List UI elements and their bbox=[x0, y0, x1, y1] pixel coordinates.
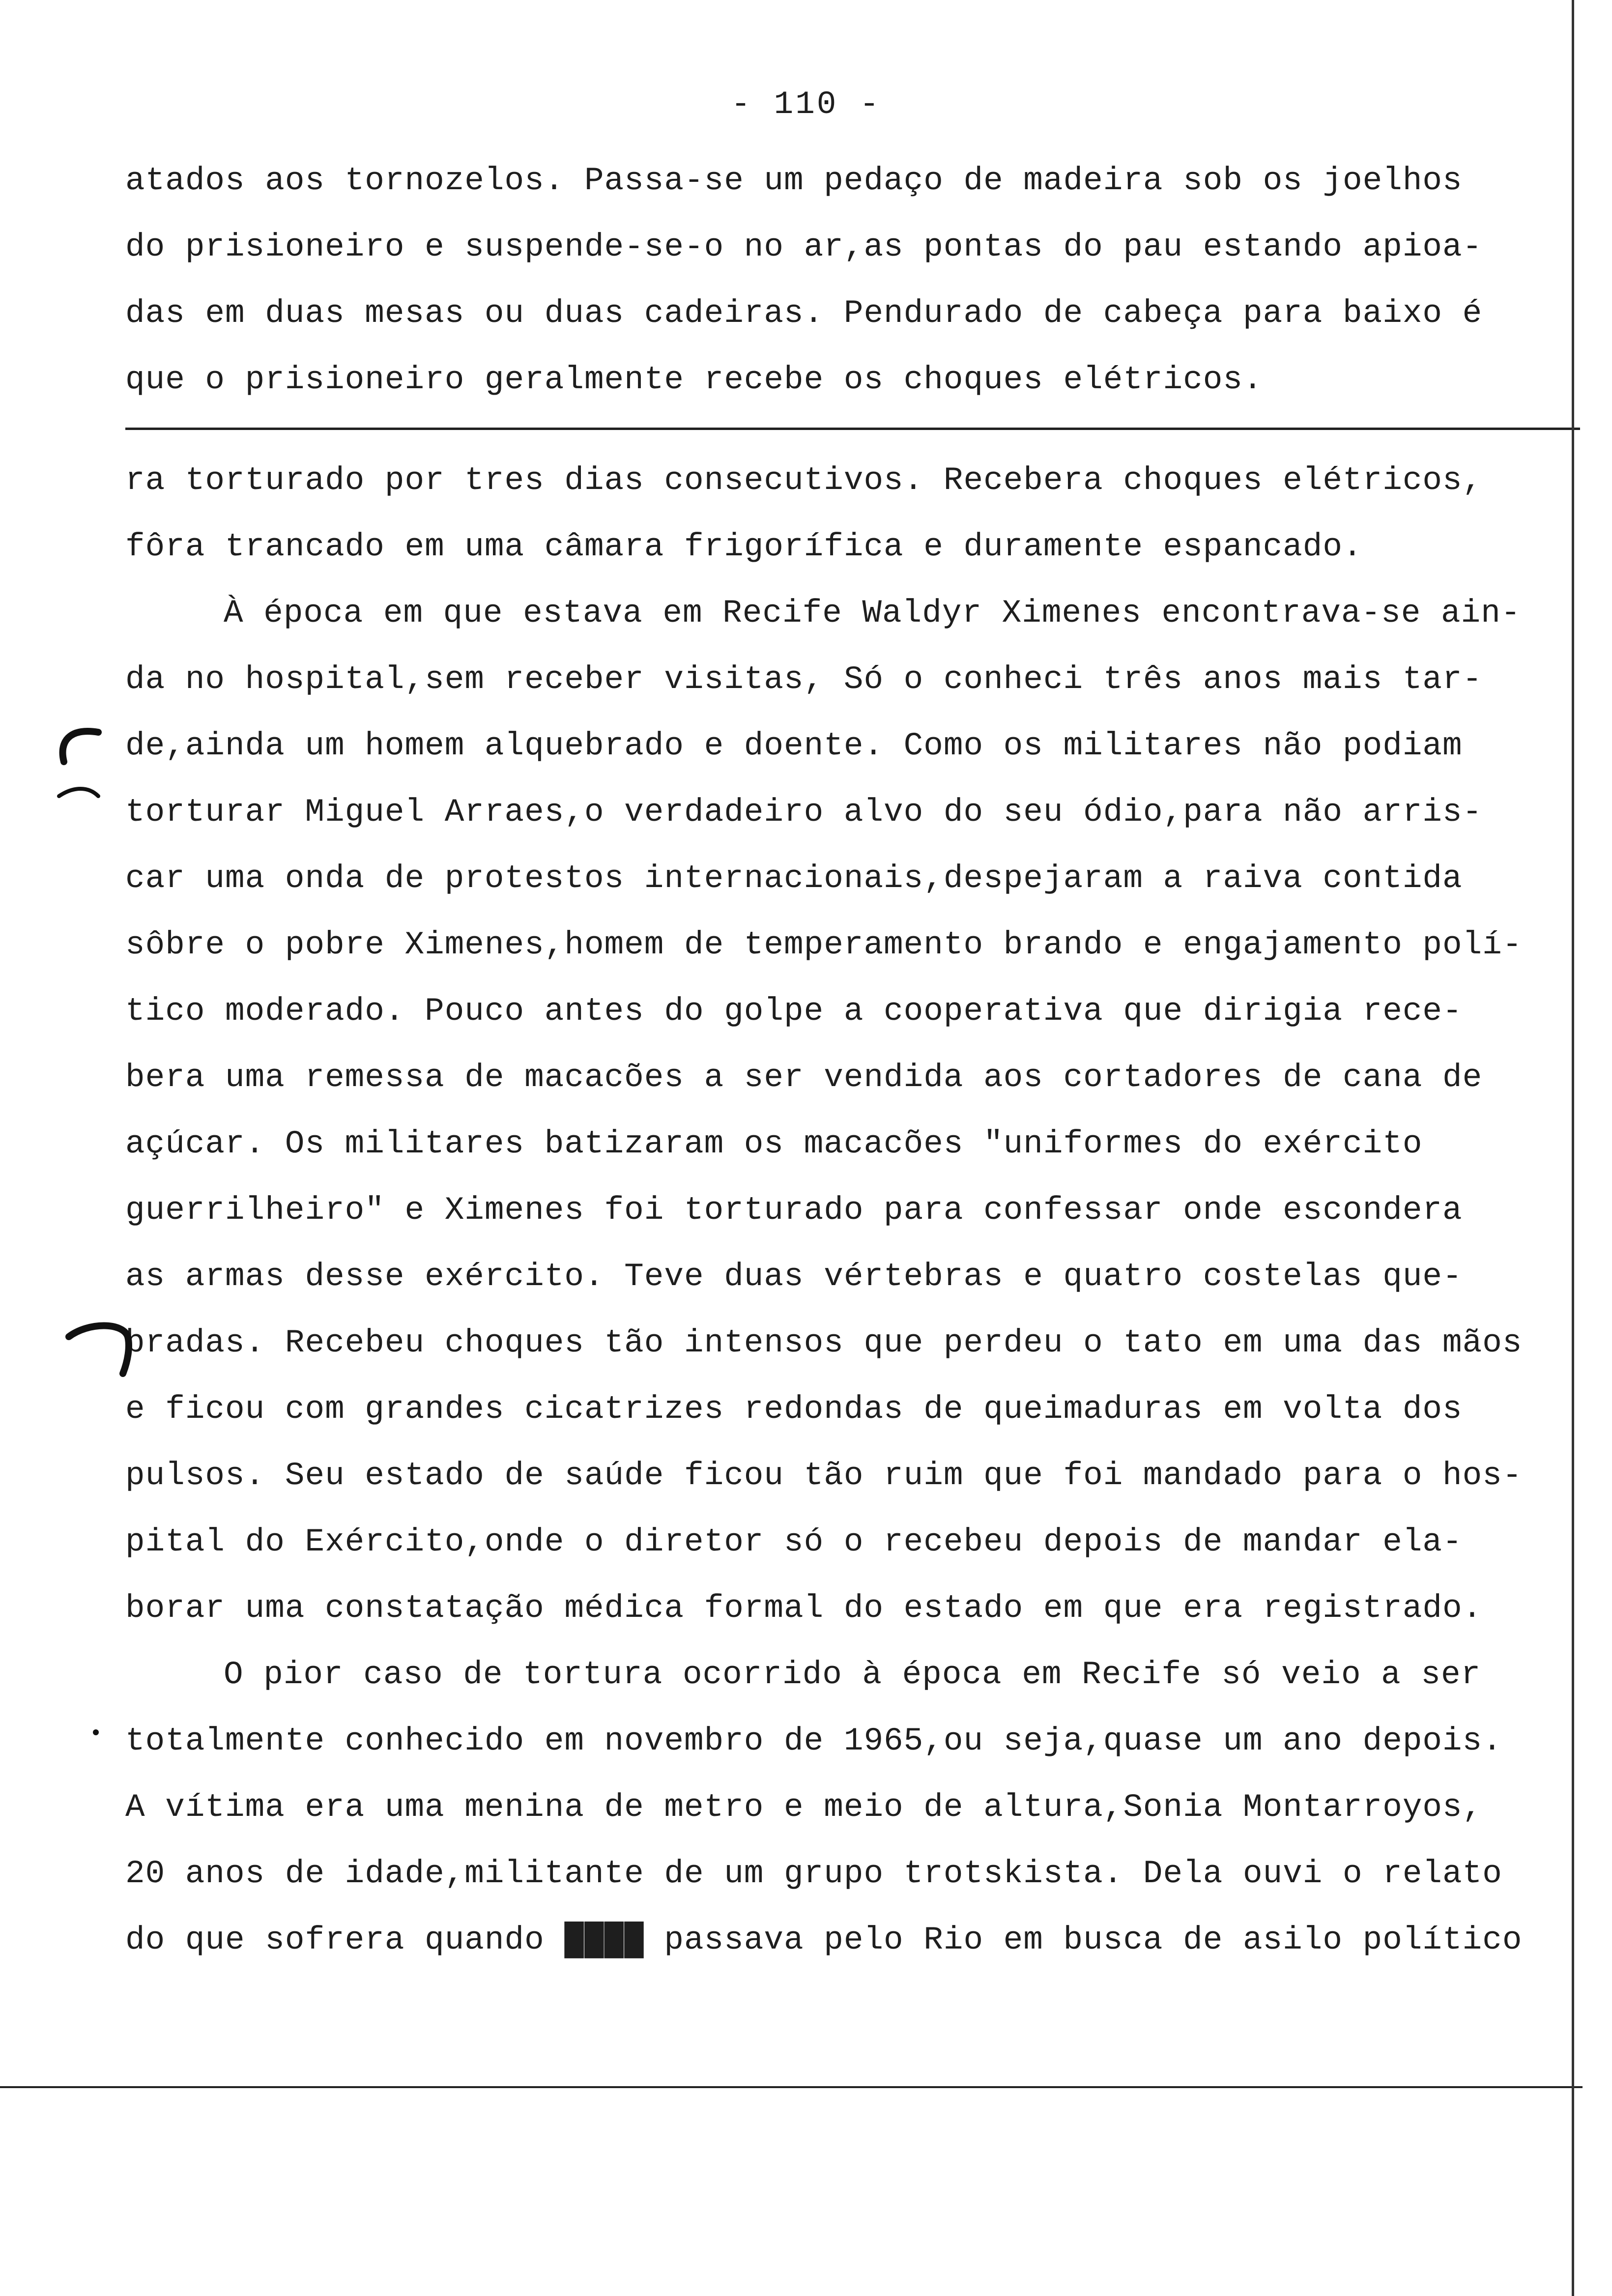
text-line: torturar Miguel Arraes,o verdadeiro alvo do seu ódio,para não arris- bbox=[125, 794, 1483, 831]
text-line: que o prisioneiro geralmente recebe os choques elétricos. bbox=[125, 361, 1263, 398]
text-line: de,ainda um homem alquebrado e doente. Como os militares não podiam bbox=[125, 727, 1463, 764]
text-line: açúcar. Os militares batizaram os macacões "uniformes do exército bbox=[125, 1125, 1423, 1162]
text-line: atados aos tornozelos. Passa-se um pedaço de madeira sob os joelhos bbox=[125, 162, 1463, 199]
text-line: fôra trancado em uma câmara frigorífica e duramente espancado. bbox=[125, 528, 1363, 565]
text-line: O pior caso de tortura ocorrido à época em Recife só veio a ser bbox=[224, 1656, 1481, 1693]
text-line: ra torturado por tres dias consecutivos. Recebera choques elétricos, bbox=[125, 462, 1483, 499]
horizontal-rule bbox=[125, 428, 1580, 430]
text-line: guerrilheiro" e Ximenes foi torturado para confessar onde escondera bbox=[125, 1192, 1463, 1229]
top-paragraph bbox=[125, 147, 1560, 413]
text-line: A vítima era uma menina de metro e meio de altura,Sonia Montarroyos, bbox=[125, 1789, 1483, 1826]
main-text bbox=[125, 447, 1560, 1973]
right-margin-line bbox=[1572, 0, 1574, 2296]
text-line: car uma onda de protestos internacionais,despejaram a raiva contida bbox=[125, 860, 1463, 897]
text-line: do que sofrera quando ████ passava pelo Rio em busca de asilo político bbox=[125, 1922, 1523, 1958]
text-line: sôbre o pobre Ximenes,homem de temperamento brando e engajamento polí- bbox=[125, 926, 1523, 963]
page-number: - 110 - bbox=[731, 86, 881, 123]
text-line: bera uma remessa de macacões a ser vendida aos cortadores de cana de bbox=[125, 1059, 1483, 1096]
text-line: tico moderado. Pouco antes do golpe a cooperativa que dirigia rece- bbox=[125, 993, 1463, 1030]
text-line: das em duas mesas ou duas cadeiras. Pendurado de cabeça para baixo é bbox=[125, 295, 1483, 332]
text-line: e ficou com grandes cicatrizes redondas de queimaduras em volta dos bbox=[125, 1391, 1463, 1428]
text-line: do prisioneiro e suspende-se-o no ar,as pontas do pau estando apioa- bbox=[125, 229, 1483, 265]
margin-bracket-mark-top bbox=[39, 722, 108, 821]
text-line: borar uma constatação médica formal do estado em que era registrado. bbox=[125, 1590, 1483, 1627]
text-line: 20 anos de idade,militante de um grupo trotskista. Dela ouvi o relato bbox=[125, 1855, 1502, 1892]
text-line: as armas desse exército. Teve duas vértebras e quatro costelas que- bbox=[125, 1258, 1463, 1295]
text-line: pital do Exército,onde o diretor só o recebeu depois de mandar ela- bbox=[125, 1523, 1463, 1560]
text-line: bradas. Recebeu choques tão intensos que perdeu o tato em uma das mãos bbox=[125, 1324, 1523, 1361]
text-line: totalmente conhecido em novembro de 1965,ou seja,quase um ano depois. bbox=[125, 1722, 1502, 1759]
text-line: da no hospital,sem receber visitas, Só o conheci três anos mais tar- bbox=[125, 661, 1483, 698]
text-line: À época em que estava em Recife Waldyr Ximenes encontrava-se ain- bbox=[224, 595, 1521, 631]
margin-bracket-mark-bottom bbox=[59, 1317, 138, 1386]
text-line: pulsos. Seu estado de saúde ficou tão ruim que foi mandado para o hos- bbox=[125, 1457, 1523, 1494]
bottom-rule bbox=[0, 2086, 1583, 2088]
margin-dot-mark bbox=[88, 1725, 103, 1740]
